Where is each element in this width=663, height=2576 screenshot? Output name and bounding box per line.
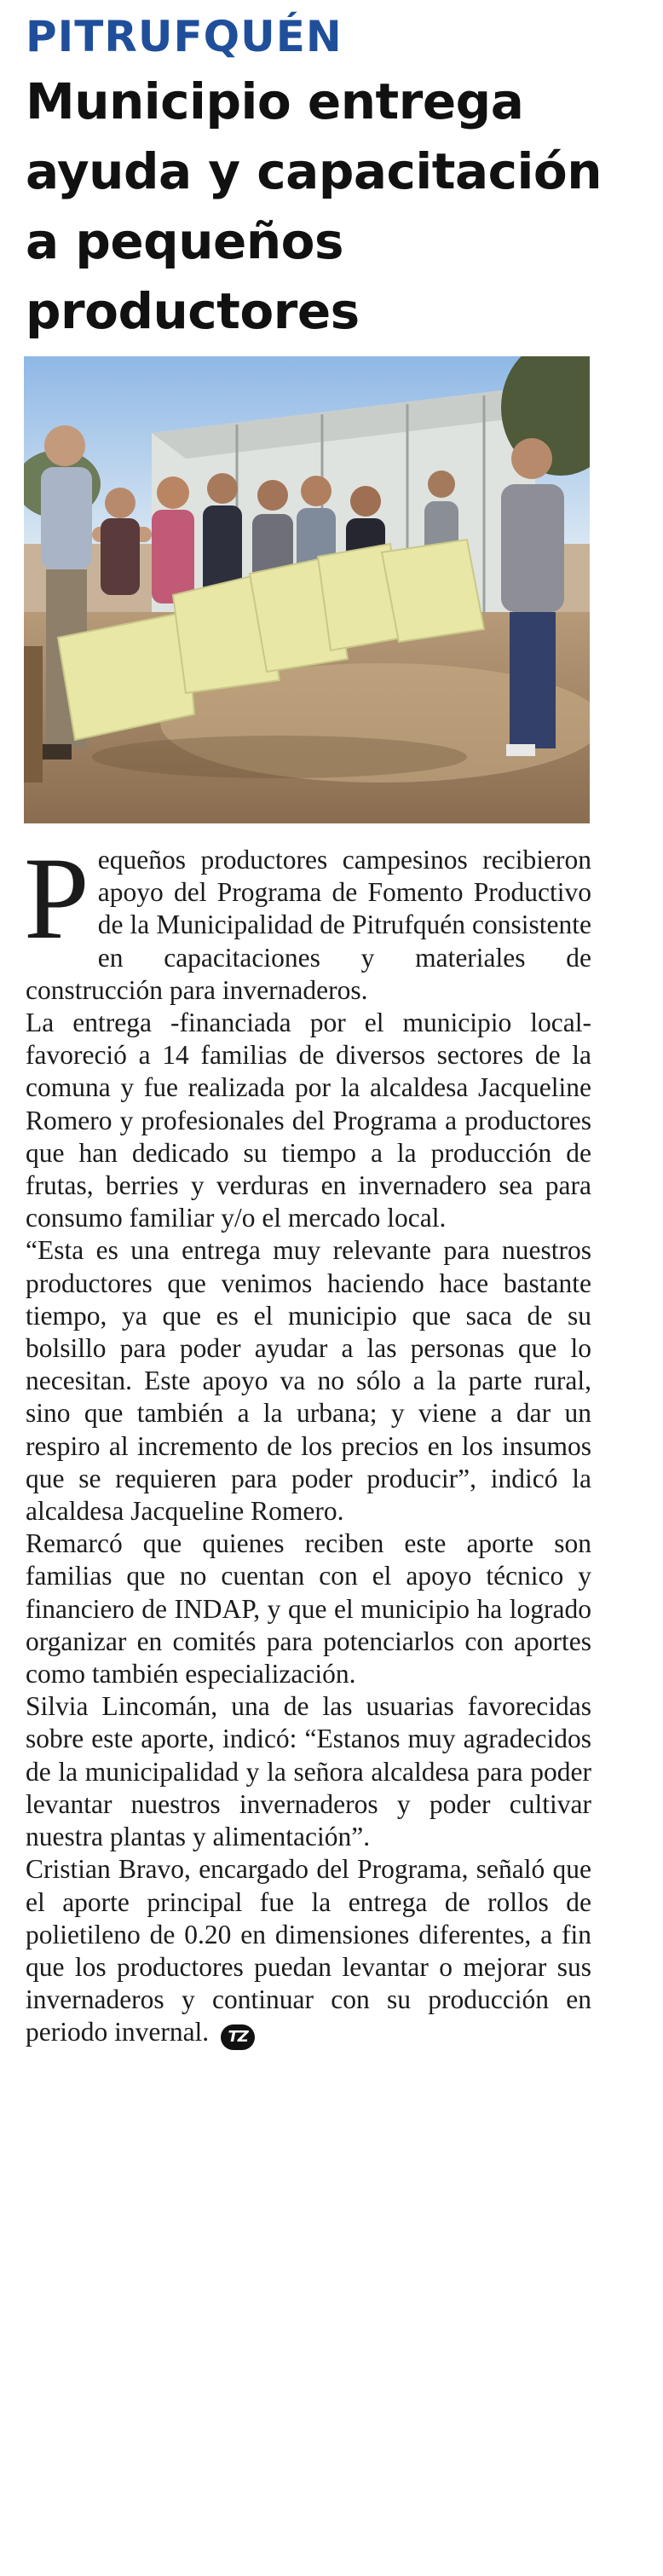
paragraph-1-text: equeños productores campesinos recibieron apoyo del Programa de Fomento Productivo de la Municipalidad de Pitrufquén consistente en capacitaciones y materiales de construcción para invernaderos. — [26, 845, 591, 1005]
article-body — [24, 833, 591, 2051]
paragraph-6 — [26, 1853, 591, 2051]
headline: Municipio entrega ayuda y capacitación a pequeños productores — [26, 72, 602, 340]
paragraph-4: Remarcó que quienes reciben este aporte son familias que no cuentan con el apoyo técnico y financiero de INDAP, y que el municipio ha logrado organizar en comités para potenciarlos con aportes como también especialización. — [26, 1528, 591, 1689]
drop-cap: P — [24, 833, 89, 963]
publication-logo: TZ — [221, 2024, 255, 2050]
photo-illustration — [24, 356, 590, 823]
paragraph-3: “Esta es una entrega muy relevante para nuestros productores que venimos haciendo hace bastante tiempo, ya que es el municipio que saca de su bolsillo para poder ayudar a las personas que lo necesitan. Este apoyo va no sólo a la parte rural, sino que también a la urbana; y viene a dar un respiro al incremento de los precios en los insumos que se requieren para poder producir”, indicó la alcaldesa Jacqueline Romero. — [26, 1235, 591, 1527]
paragraph-1 — [24, 833, 591, 1007]
paragraph-6-text: Cristian Bravo, encargado del Programa, señaló que el aporte principal fue la entrega de rollos de polietileno de 0.20 en dimensiones diferentes, a fin que los productores puedan levantar o mejorar sus invernaderos y continuar con su producción en periodo invernal. — [26, 1854, 591, 2048]
paragraph-5: Silvia Lincomán, una de las usuarias favorecidas sobre este aporte, indicó: “Estanos muy agradecidos de la municipalidad y la señora alcaldesa para poder levantar nuestros invernaderos y poder cultivar nuestra plantas y alimentación”. — [26, 1691, 591, 1852]
paragraph-2: La entrega -financiada por el municipio local- favoreció a 14 familias de diversos sectores de la comuna y fue realizada por la alcaldesa Jacqueline Romero y profesionales del Programa a productores que han dedicado su tiempo a la producción de frutas, berries y verduras en invernadero sea para consumo familiar y/o el mercado local. — [26, 1008, 591, 1233]
section-label: PITRUFQUÉN — [26, 12, 343, 61]
signoff — [221, 2019, 255, 2051]
article-photo — [24, 356, 590, 823]
